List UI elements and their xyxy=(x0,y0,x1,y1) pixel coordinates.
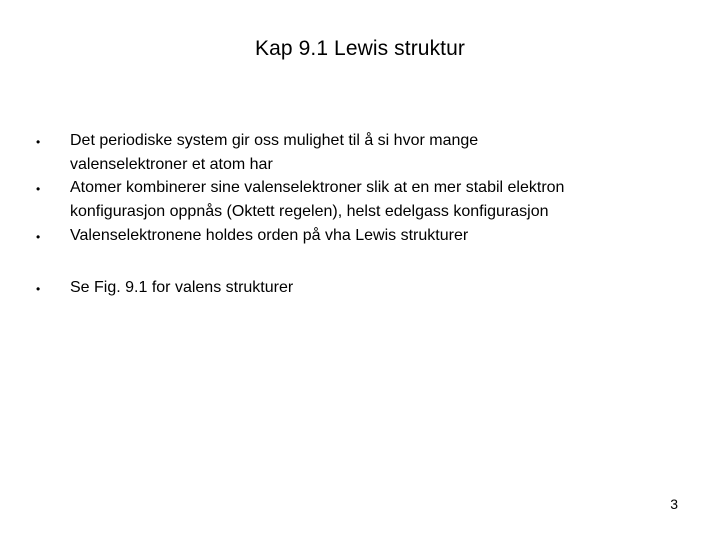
bullet-line: Atomer kombinerer sine valenselektroner slik at en mer stabil elektron xyxy=(70,179,565,196)
bullet-line: Det periodiske system gir oss mulighet til å si hvor mange xyxy=(70,132,479,149)
bullet-line: Valenselektronene holdes orden på vha Lewis strukturer xyxy=(70,227,469,244)
bullet-item xyxy=(70,129,710,176)
page-number: 3 xyxy=(670,496,678,512)
bullet-marker: • xyxy=(36,230,41,244)
bullet-item xyxy=(70,276,710,300)
bullet-line: Se Fig. 9.1 for valens strukturer xyxy=(70,279,294,296)
bullet-item xyxy=(70,176,710,223)
bullet-marker: • xyxy=(36,182,41,196)
bullet-marker: • xyxy=(36,282,41,296)
bullet-item xyxy=(70,224,710,248)
slide-title: Kap 9.1 Lewis struktur xyxy=(255,37,465,60)
bullet-marker: • xyxy=(36,135,41,149)
bullet-line: konfigurasjon oppnås (Oktett regelen), helst edelgass konfigurasjon xyxy=(70,202,549,220)
bullet-line: valenselektroner et atom har xyxy=(70,155,273,173)
